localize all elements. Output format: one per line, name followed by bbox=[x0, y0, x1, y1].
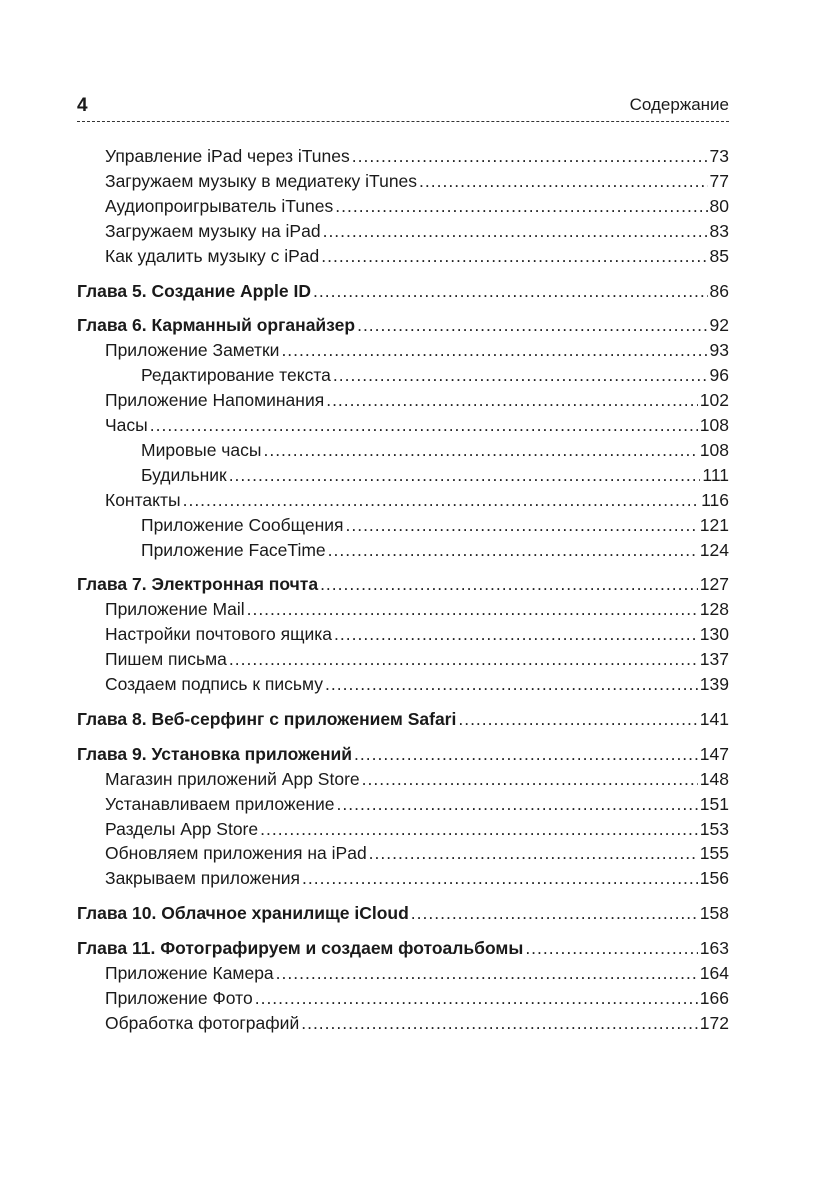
toc-dot-leader bbox=[328, 538, 698, 562]
section-title: Содержание bbox=[629, 95, 729, 114]
toc-entry-title: Аудиопроигрыватель iTunes bbox=[105, 195, 334, 216]
toc-dot-leader bbox=[325, 672, 698, 696]
toc-entry bbox=[77, 438, 729, 462]
toc-dot-leader bbox=[411, 901, 698, 925]
toc-entry-title: Загружаем музыку на iPad bbox=[105, 220, 321, 241]
toc-entry-title: Глава 10. Облачное хранилище iCloud bbox=[77, 903, 409, 924]
toc-chapter bbox=[77, 279, 729, 303]
toc-dot-leader bbox=[263, 438, 697, 462]
toc-entry bbox=[77, 866, 729, 890]
toc-dot-leader bbox=[354, 742, 698, 766]
toc-entry bbox=[77, 986, 729, 1010]
toc-dot-leader bbox=[281, 338, 707, 362]
toc-entry bbox=[77, 672, 729, 696]
toc-dot-leader bbox=[313, 279, 708, 303]
toc-dot-leader bbox=[183, 488, 700, 512]
toc-dot-leader bbox=[369, 841, 698, 865]
toc-entry bbox=[77, 817, 729, 841]
toc-dot-leader bbox=[352, 144, 708, 168]
toc-page-number: 124 bbox=[699, 539, 729, 560]
toc-entry bbox=[77, 647, 729, 671]
page-number: 4 bbox=[77, 95, 88, 116]
toc-entry-title: Глава 11. Фотографируем и создаем фотоальбомы bbox=[77, 938, 524, 959]
toc-page-number: 108 bbox=[699, 439, 729, 460]
toc-page-number: 139 bbox=[699, 674, 729, 694]
toc-page-number: 73 bbox=[709, 146, 729, 166]
toc-dot-leader bbox=[525, 936, 697, 960]
toc-entry bbox=[77, 841, 729, 865]
toc-page-number: 172 bbox=[699, 1012, 729, 1033]
toc-entry-title: Будильник bbox=[141, 464, 227, 485]
toc-entry-title: Магазин приложений App Store bbox=[105, 768, 360, 789]
toc-entry-title: Приложение Напоминания bbox=[105, 390, 325, 411]
toc-entry-title: Пишем письма bbox=[105, 649, 227, 670]
toc-page-number: 141 bbox=[699, 708, 729, 729]
page-header bbox=[77, 95, 729, 119]
toc-dot-leader bbox=[150, 413, 698, 437]
toc-dot-leader bbox=[301, 1011, 698, 1035]
toc-dot-leader bbox=[337, 792, 698, 816]
toc-chapter bbox=[77, 707, 729, 731]
toc-chapter bbox=[77, 901, 729, 925]
toc-entry bbox=[77, 363, 729, 387]
toc-entry-title: Приложение Mail bbox=[105, 599, 245, 620]
toc-entry bbox=[77, 792, 729, 816]
toc-page-number: 164 bbox=[699, 963, 729, 983]
toc-dot-leader bbox=[333, 363, 708, 387]
toc-entry-title: Глава 8. Веб-серфинг с приложением Safari bbox=[77, 708, 457, 729]
toc-page-number: 163 bbox=[699, 938, 729, 959]
toc-entry-title: Мировые часы bbox=[141, 439, 262, 460]
toc-entry-title: Приложение Сообщения bbox=[141, 514, 344, 535]
toc-page-number: 102 bbox=[699, 390, 729, 411]
toc-page-number: 156 bbox=[699, 868, 729, 889]
toc-entry bbox=[77, 1011, 729, 1035]
toc-entry bbox=[77, 961, 729, 985]
toc-entry bbox=[77, 463, 729, 487]
toc-entry-title: Устанавливаем приложение bbox=[105, 793, 335, 814]
toc-entry-title: Закрываем приложения bbox=[105, 868, 301, 889]
toc-entry-title: Глава 5. Создание Apple ID bbox=[77, 280, 312, 301]
toc-dot-leader bbox=[323, 219, 708, 243]
toc-page-number: 93 bbox=[709, 340, 729, 361]
toc-entry bbox=[77, 597, 729, 621]
toc-entry bbox=[77, 413, 729, 437]
toc-chapter bbox=[77, 936, 729, 960]
toc-entry bbox=[77, 513, 729, 537]
toc-entry bbox=[77, 388, 729, 412]
toc-entry bbox=[77, 219, 729, 243]
toc-dot-leader bbox=[247, 597, 698, 621]
toc-page-number: 92 bbox=[709, 315, 729, 336]
toc-entry bbox=[77, 244, 729, 268]
toc-page-number: 116 bbox=[701, 489, 729, 510]
toc-dot-leader bbox=[326, 388, 698, 412]
toc-entry-title: Приложение FaceTime bbox=[141, 539, 326, 560]
toc-entry-title: Обработка фотографий bbox=[105, 1012, 300, 1033]
toc-entry-title: Настройки почтового ящика bbox=[105, 624, 333, 645]
toc-dot-leader bbox=[276, 961, 698, 985]
toc-dot-leader bbox=[260, 817, 698, 841]
toc-chapter bbox=[77, 742, 729, 766]
toc-entry-title: Обновляем приложения на iPad bbox=[105, 843, 367, 864]
toc-page-number: 108 bbox=[699, 415, 729, 435]
toc-page-number: 77 bbox=[709, 170, 729, 191]
toc-dot-leader bbox=[345, 513, 697, 537]
toc-entry-title: Часы bbox=[105, 415, 148, 435]
toc-dot-leader bbox=[419, 169, 707, 193]
toc-dot-leader bbox=[229, 463, 701, 487]
toc-entry-title: Приложение Фото bbox=[105, 987, 253, 1008]
toc-entry bbox=[77, 538, 729, 562]
toc-entry bbox=[77, 622, 729, 646]
toc-page-number: 83 bbox=[709, 220, 729, 241]
toc-entry-title: Редактирование текста bbox=[141, 365, 331, 386]
toc-chapter bbox=[77, 572, 729, 596]
toc-page-number: 86 bbox=[709, 280, 729, 301]
toc-dot-leader bbox=[320, 572, 698, 596]
toc-page-number: 127 bbox=[699, 574, 729, 595]
toc-page-number: 155 bbox=[699, 843, 729, 864]
toc-chapter bbox=[77, 313, 729, 337]
toc-entry-title: Приложение Заметки bbox=[105, 340, 280, 361]
toc-page-number: 137 bbox=[699, 649, 729, 670]
toc-dot-leader bbox=[458, 707, 697, 731]
toc-entry-title: Разделы App Store bbox=[105, 818, 259, 839]
toc-entry-title: Создаем подпись к письму bbox=[105, 674, 324, 694]
toc-page-number: 85 bbox=[709, 245, 729, 266]
toc-dot-leader bbox=[357, 313, 707, 337]
toc-page-number: 80 bbox=[709, 195, 729, 216]
toc-page-number: 147 bbox=[699, 743, 729, 764]
toc-dot-leader bbox=[229, 647, 698, 671]
toc-page-number: 158 bbox=[699, 903, 729, 924]
toc-entry-title: Управление iPad через iTunes bbox=[105, 146, 350, 166]
toc-dot-leader bbox=[334, 622, 698, 646]
toc-page-number: 121 bbox=[699, 514, 729, 535]
toc-entry-title: Загружаем музыку в медиатеку iTunes bbox=[105, 170, 418, 191]
toc-entry-title: Глава 7. Электронная почта bbox=[77, 574, 319, 595]
toc-dot-leader bbox=[335, 194, 707, 218]
toc-entry-title: Приложение Камера bbox=[105, 963, 274, 983]
toc-page-number: 148 bbox=[699, 768, 729, 789]
toc-entry-title: Глава 9. Установка приложений bbox=[77, 743, 353, 764]
toc-entry bbox=[77, 144, 729, 168]
toc-entry-title: Контакты bbox=[105, 489, 181, 510]
toc-page-number: 96 bbox=[709, 365, 729, 386]
toc-page-number: 153 bbox=[699, 818, 729, 839]
toc-page-number: 111 bbox=[702, 464, 729, 485]
toc-entry bbox=[77, 338, 729, 362]
header-divider bbox=[77, 121, 729, 122]
toc-entry bbox=[77, 169, 729, 193]
toc-page-number: 151 bbox=[699, 793, 729, 814]
toc-page-number: 128 bbox=[699, 599, 729, 620]
toc-entry-title: Как удалить музыку с iPad bbox=[105, 245, 320, 266]
toc-page-number: 130 bbox=[699, 624, 729, 645]
toc-dot-leader bbox=[302, 866, 698, 890]
toc-entry-title: Глава 6. Карманный органайзер bbox=[77, 315, 356, 336]
toc-entry bbox=[77, 194, 729, 218]
toc-page-number: 166 bbox=[699, 987, 729, 1008]
toc-entry bbox=[77, 488, 729, 512]
toc-dot-leader bbox=[362, 767, 698, 791]
toc-entry bbox=[77, 767, 729, 791]
toc-dot-leader bbox=[255, 986, 698, 1010]
toc-dot-leader bbox=[321, 244, 707, 268]
